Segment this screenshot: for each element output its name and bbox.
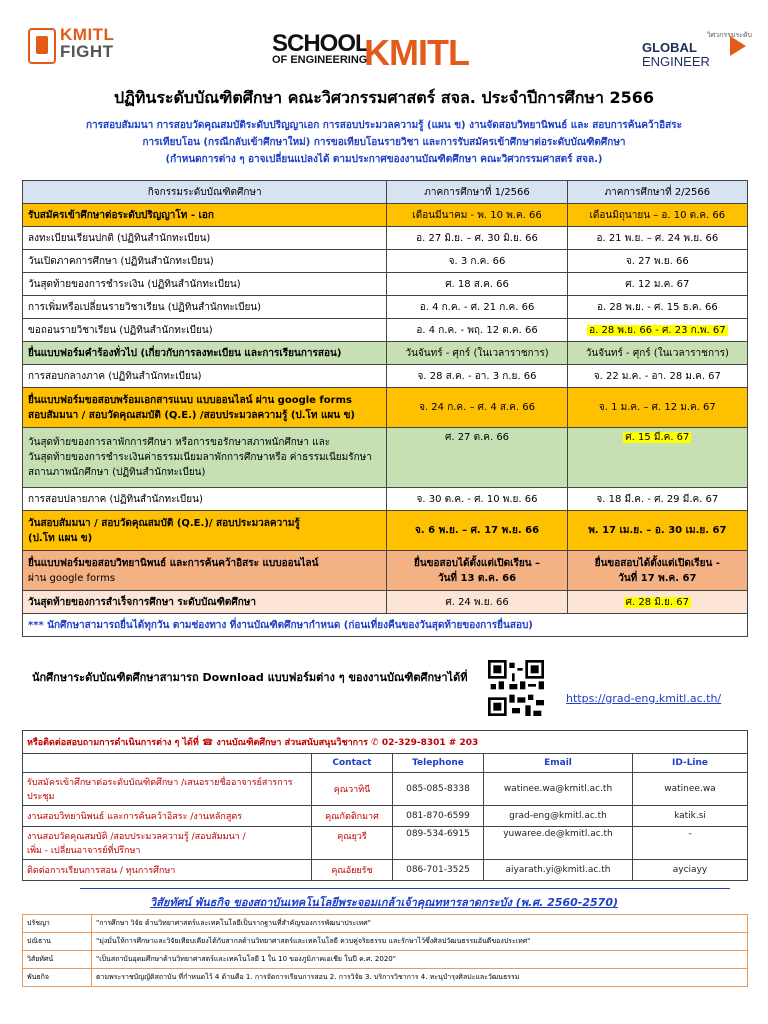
contact-email[interactable]: aiyarath.yi@kmitl.ac.th xyxy=(484,860,633,881)
table-row xyxy=(23,551,748,591)
vision-row xyxy=(23,915,748,933)
activity-line: สอบสัมมนา / สอบวัดคุณสมบัติ (Q.E.) /สอบประมวลความรู้ (ป.โท แผน ข) xyxy=(28,409,356,421)
col-term-1: ภาคการศึกษาที่ 1/2566 xyxy=(387,181,567,204)
logo-left-line2: FIGHT xyxy=(60,42,114,61)
col-contact: Contact xyxy=(312,754,393,773)
table-note: *** นักศึกษาสามารถยื่นได้ทุกวัน ตามช่องทาง ที่งานบัณฑิตศึกษากำหนด (ก่อนเที่ยงคืนของวันสุดท้ายของการยื่นสอบ) xyxy=(23,614,748,637)
activity-line: ผ่าน google forms xyxy=(28,572,116,584)
contact-task-line: งานสอบวัดคุณสมบัติ /สอบประมวลความรู้ /สอบสัมมนา / xyxy=(27,832,246,842)
highlight: อ. 28 พ.ย. 66 - ศ. 23 ก.พ. 67 xyxy=(589,324,726,336)
contact-name: คุณอัยยรัช xyxy=(312,860,393,881)
term2-line: วันที่ 17 พ.ค. 67 xyxy=(618,572,697,584)
school-logo-kmitl: KMITL xyxy=(364,32,469,73)
term2-cell: จ. 1 ม.ค. – ศ. 12 ม.ค. 67 xyxy=(567,388,747,428)
table-row xyxy=(23,296,748,319)
term2-cell: จ. 27 พ.ย. 66 xyxy=(567,250,747,273)
activity-cell xyxy=(23,511,387,551)
global-engineer-logo xyxy=(642,30,752,70)
activity-line: วันสุดท้ายของการชำระเงินค่าธรรมเนียมลาพักการศึกษาหรือ ค่าธรรมเนียมรักษา xyxy=(28,452,372,463)
term1-cell: จ. 28 ส.ค. - อา. 3 ก.ย. 66 xyxy=(387,365,567,388)
school-logo-school: SCHOOL xyxy=(272,30,369,57)
contact-email[interactable]: grad-eng@kmitl.ac.th xyxy=(484,806,633,827)
contact-telephone: 089-534-6915 xyxy=(393,827,484,860)
term2-cell: อ. 21 พ.ย. – ศ. 24 พ.ย. 66 xyxy=(567,227,747,250)
contact-row xyxy=(23,860,748,881)
activity-line: ยื่นแบบฟอร์มขอสอบพร้อมเอกสารแนบ แบบออนไลน์ ผ่าน google forms xyxy=(28,394,352,406)
activity-cell xyxy=(23,388,387,428)
table-row xyxy=(23,365,748,388)
header xyxy=(0,0,768,80)
contact-header-row xyxy=(23,731,748,754)
table-row xyxy=(23,388,748,428)
contact-line-id: - xyxy=(633,827,748,860)
contact-table xyxy=(22,730,748,881)
global-logo-engineer: ENGINEER xyxy=(642,54,710,69)
subtitle-line-3: (กำหนดการต่าง ๆ อาจเปลี่ยนแปลงได้ ตามประกาศของงานบัณฑิตศึกษา คณะวิศวกรรมศาสตร์ สจล.) xyxy=(165,154,603,165)
term1-cell: ศ. 27 ต.ค. 66 xyxy=(387,428,567,488)
subtitle-line-2: การเทียบโอน (กรณีกลับเข้าศึกษาใหม่) การขอเทียบโอนรายวิชา และการรับสมัครเข้าศึกษาต่อระดับบัณฑิตศึกษา xyxy=(142,137,626,148)
contact-row xyxy=(23,806,748,827)
subtitle-line-1: การสอบสัมมนา การสอบวัดคุณสมบัติระดับปริญญาเอก การสอบประมวลความรู้ (แผน ข) งานจัดสอบวิทยานิพนธ์ และ สอบการค้นคว้าอิสระ xyxy=(85,120,682,131)
col-email: Email xyxy=(484,754,633,773)
col-id-line: ID-Line xyxy=(633,754,748,773)
table-note-row xyxy=(23,614,748,637)
vision-row xyxy=(23,969,748,987)
col-term-2: ภาคการศึกษาที่ 2/2566 xyxy=(567,181,747,204)
contact-phone: 02-329-8301 # 203 xyxy=(381,738,479,748)
term1-cell xyxy=(387,551,567,591)
activity-cell: วันสุดท้ายของการสำเร็จการศึกษา ระดับบัณฑิตศึกษา xyxy=(23,591,387,614)
term1-cell: อ. 4 ก.ค. - ศ. 21 ก.ค. 66 xyxy=(387,296,567,319)
term1-cell: จ. 3 ก.ค. 66 xyxy=(387,250,567,273)
col-telephone: Telephone xyxy=(393,754,484,773)
term1-line: ยื่นขอสอบได้ตั้งแต่เปิดเรียน – xyxy=(413,557,541,569)
vision-key: พันธกิจ xyxy=(23,969,92,987)
contact-office: งานบัณฑิตศึกษา ส่วนสนับสนุนวิชาการ xyxy=(216,738,368,748)
vision-row xyxy=(23,933,748,951)
term2-cell: อ. 28 พ.ย. - ศ. 15 ธ.ค. 66 xyxy=(567,296,747,319)
activity-cell: ลงทะเบียนเรียนปกติ (ปฏิทินสำนักทะเบียน) xyxy=(23,227,387,250)
table-row xyxy=(23,319,748,342)
contact-email[interactable]: watinee.wa@kmitl.ac.th xyxy=(484,773,633,806)
vision-value: "การศึกษา วิจัย ด้านวิทยาศาสตร์และเทคโนโลยีเป็นรากฐานที่สำคัญของการพัฒนาประเทศ" xyxy=(92,915,748,933)
term2-cell xyxy=(567,591,747,614)
vision-title: วิสัยทัศน์ พันธกิจ ของสถาบันเทคโนโลยีพระจอมเกล้าเจ้าคุณทหารลาดกระบัง (พ.ศ. 2560-2570) xyxy=(149,896,618,909)
vision-value: "เป็นสถาบันอุดมศึกษาด้านวิทยาศาสตร์และเทคโนโลยี 1 ใน 10 ของภูมิภาคเอเชีย ในปี ค.ศ. 2020" xyxy=(92,951,748,969)
activity-cell: การสอบปลายภาค (ปฏิทินสำนักทะเบียน) xyxy=(23,488,387,511)
highlight: ศ. 28 มิ.ย. 67 xyxy=(625,596,689,608)
activity-cell xyxy=(23,428,387,488)
term1-cell: จ. 24 ก.ค. – ศ. 4 ส.ค. 66 xyxy=(387,388,567,428)
activity-cell: ยื่นแบบฟอร์มคำร้องทั่วไป (เกี่ยวกับการลงทะเบียน และการเรียนการสอน) xyxy=(23,342,387,365)
vision-value: ตามพระราชบัญญัติสถาบัน ที่กำหนดไว้ 4 ด้านคือ 1. การจัดการเรียนการสอน 2. การวิจัย 3. บริการวิชาการ 4. ทะนุบำรุงศิลปะและวัฒนธรรม xyxy=(92,969,748,987)
activity-line: วันสุดท้ายของการลาพักการศึกษา หรือการขอรักษาสภาพนักศึกษา และ xyxy=(28,437,331,448)
term1-cell: เดือนมีนาคม - พ. 10 พ.ค. 66 xyxy=(387,204,567,227)
table-row xyxy=(23,227,748,250)
term2-cell xyxy=(567,551,747,591)
contact-telephone: 086-701-3525 xyxy=(393,860,484,881)
activity-cell: รับสมัครเข้าศึกษาต่อระดับปริญญาโท - เอก xyxy=(23,204,387,227)
term2-cell: เดือนมิถุนายน – อ. 10 ต.ค. 66 xyxy=(567,204,747,227)
arrow-icon xyxy=(730,36,746,56)
contact-line-id: katik.si xyxy=(633,806,748,827)
divider xyxy=(80,888,730,889)
term1-cell: อ. 4 ก.ค. - พฤ. 12 ต.ค. 66 xyxy=(387,319,567,342)
term1-cell: จ. 30 ต.ค. - ศ. 10 พ.ย. 66 xyxy=(387,488,567,511)
contact-line-id: watinee.wa xyxy=(633,773,748,806)
term1-cell: อ. 27 มิ.ย. – ศ. 30 มิ.ย. 66 xyxy=(387,227,567,250)
activity-cell: วันเปิดภาคการศึกษา (ปฏิทินสำนักทะเบียน) xyxy=(23,250,387,273)
activity-cell: ขอถอนรายวิชาเรียน (ปฏิทินสำนักทะเบียน) xyxy=(23,319,387,342)
vision-row xyxy=(23,951,748,969)
activity-cell: วันสุดท้ายของการชำระเงิน (ปฏิทินสำนักทะเบียน) xyxy=(23,273,387,296)
phone-circle-icon: ☎ xyxy=(201,738,214,748)
phone-icon: ✆ xyxy=(371,738,379,748)
contact-task: รับสมัครเข้าศึกษาต่อระดับบัณฑิตศึกษา /เสนอรายชื่ออาจารย์สารการประชุม xyxy=(23,773,312,806)
download-text: นักศึกษาระดับบัณฑิตศึกษาสามารถ Download แบบฟอร์มต่าง ๆ ของงานบัณฑิตศึกษาได้ที่ xyxy=(32,671,468,684)
col-activity: กิจกรรมระดับบัณฑิตศึกษา xyxy=(23,181,387,204)
contact-header: หรือติดต่อสอบถามการดำเนินการต่าง ๆ ได้ที่ xyxy=(27,738,199,748)
table-row xyxy=(23,591,748,614)
contact-line-id: ayciayy xyxy=(633,860,748,881)
vision-key: วิสัยทัศน์ xyxy=(23,951,92,969)
global-logo-tag: วิศวกรรมระดับ xyxy=(706,31,752,39)
contact-name: คุณยุวรี xyxy=(312,827,393,860)
term2-cell xyxy=(567,319,747,342)
term2-cell: จ. 18 มี.ค. - ศ. 29 มี.ค. 67 xyxy=(567,488,747,511)
term1-cell: จ. 6 พ.ย. – ศ. 17 พ.ย. 66 xyxy=(387,511,567,551)
activity-cell: การสอบกลางภาค (ปฏิทินสำนักทะเบียน) xyxy=(23,365,387,388)
contact-telephone: 085-085-8338 xyxy=(393,773,484,806)
table-row xyxy=(23,273,748,296)
contact-task: ติดต่อการเรียนการสอน / ทุนการศึกษา xyxy=(23,860,312,881)
activity-line: สถานภาพนักศึกษา (ปฏิทินสำนักทะเบียน) xyxy=(28,467,206,478)
term1-cell: วันจันทร์ - ศุกร์ (ในเวลาราชการ) xyxy=(387,342,567,365)
term2-cell: ศ. 12 ม.ค. 67 xyxy=(567,273,747,296)
contact-task-line: เพิ่ม - เปลี่ยนอาจารย์ที่ปรึกษา xyxy=(27,846,141,856)
qr-code-icon[interactable] xyxy=(488,660,544,716)
download-link[interactable]: https://grad-eng.kmitl.ac.th/ xyxy=(566,692,722,705)
calendar-table xyxy=(22,180,748,637)
table-row xyxy=(23,511,748,551)
kmitl-fight-logo xyxy=(28,26,118,70)
vision-key: ปณิธาน xyxy=(23,933,92,951)
contact-row xyxy=(23,827,748,860)
vision-value: "มุ่งมั่นให้การศึกษาและวิจัยเทียบเคียงได้กับสากลด้านวิทยาศาสตร์และเทคโนโลยี ควบคู่จริยธรรม และรักษาไว้ซึ่งศิลปวัฒนธรรมอันดีของประเทศ" xyxy=(92,933,748,951)
term2-cell: วันจันทร์ - ศุกร์ (ในเวลาราชการ) xyxy=(567,342,747,365)
activity-line: ยื่นแบบฟอร์มขอสอบวิทยานิพนธ์ และการค้นคว้าอิสระ แบบออนไลน์ xyxy=(28,557,319,569)
table-row xyxy=(23,488,748,511)
term1-cell: ศ. 18 ส.ค. 66 xyxy=(387,273,567,296)
activity-cell: การเพิ่มหรือเปลี่ยนรายวิชาเรียน (ปฏิทินสำนักทะเบียน) xyxy=(23,296,387,319)
term2-line: ยื่นขอสอบได้ตั้งแต่เปิดเรียน - xyxy=(594,557,720,569)
school-logo-engineering: OF ENGINEERING xyxy=(272,54,368,66)
contact-columns-row xyxy=(23,754,748,773)
contact-row xyxy=(23,773,748,806)
table-row xyxy=(23,428,748,488)
vision-mission-table xyxy=(22,914,748,987)
contact-task xyxy=(23,827,312,860)
term2-cell: จ. 22 ม.ค. - อา. 28 ม.ค. 67 xyxy=(567,365,747,388)
term2-cell: พ. 17 เม.ย. – อ. 30 เม.ย. 67 xyxy=(567,511,747,551)
kmitl-seal-icon xyxy=(28,28,56,64)
logo-left-line1: KMITL xyxy=(60,25,115,44)
contact-task: งานสอบวิทยานิพนธ์ และการค้นคว้าอิสระ /งานหลักสูตร xyxy=(23,806,312,827)
term2-cell xyxy=(567,428,747,488)
activity-line: วันสอบสัมมนา / สอบวัดคุณสมบัติ (Q.E.)/ สอบประมวลความรู้ xyxy=(28,517,300,529)
contact-name: คุณวาทินี xyxy=(312,773,393,806)
table-header-row xyxy=(23,181,748,204)
highlight: ศ. 15 มี.ค. 67 xyxy=(625,432,690,443)
school-of-engineering-logo xyxy=(272,30,512,73)
contact-name: คุณกัตติกมาศ xyxy=(312,806,393,827)
term1-cell: ศ. 24 พ.ย. 66 xyxy=(387,591,567,614)
contact-email[interactable]: yuwaree.de@kmitl.ac.th xyxy=(484,827,633,860)
term1-line: วันที่ 13 ต.ค. 66 xyxy=(437,572,517,584)
vision-key: ปรัชญา xyxy=(23,915,92,933)
activity-cell xyxy=(23,551,387,591)
page-title: ปฏิทินระดับบัณฑิตศึกษา คณะวิศวกรรมศาสตร์ สจล. ประจำปีการศึกษา 2566 xyxy=(113,88,655,107)
table-row xyxy=(23,342,748,365)
global-logo-global: GLOBAL xyxy=(642,40,697,55)
activity-line: (ป.โท แผน ข) xyxy=(28,532,93,544)
table-row xyxy=(23,250,748,273)
table-row xyxy=(23,204,748,227)
contact-telephone: 081-870-6599 xyxy=(393,806,484,827)
